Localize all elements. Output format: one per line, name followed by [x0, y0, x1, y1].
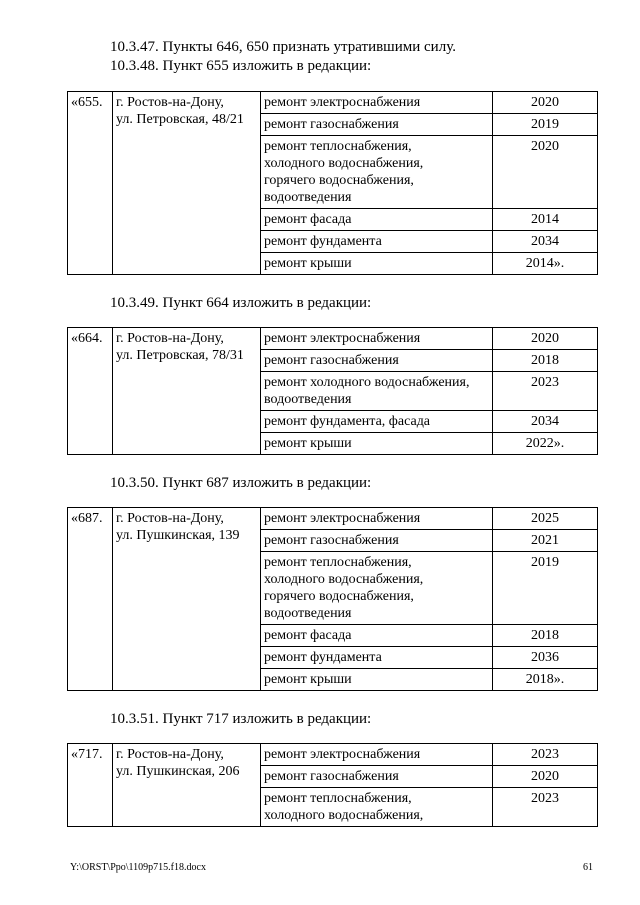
address-city: г. Ростов-на-Дону,	[116, 331, 224, 346]
work-type-text: ремонт фундамента	[264, 650, 382, 665]
address-cell	[113, 508, 261, 691]
year-cell: 2020	[493, 136, 598, 209]
year-cell: 2023	[493, 788, 598, 827]
work-type-text: водоотведения	[264, 392, 352, 407]
work-type-cell	[261, 231, 493, 253]
work-type-text: ремонт газоснабжения	[264, 533, 399, 548]
address-street: ул. Петровская, 48/21	[116, 112, 244, 127]
work-type-cell	[261, 766, 493, 788]
table-row	[68, 92, 598, 114]
work-type-cell	[261, 209, 493, 231]
work-type-cell	[261, 530, 493, 552]
address-street: ул. Пушкинская, 139	[116, 528, 240, 543]
work-type-cell	[261, 411, 493, 433]
work-type-text: холодного водоснабжения,	[264, 156, 424, 171]
work-type-text: ремонт крыши	[264, 436, 352, 451]
item-number: «687.	[68, 508, 113, 691]
work-type-text: холодного водоснабжения,	[264, 808, 424, 823]
year-cell: 2036	[493, 647, 598, 669]
year-cell: 2021	[493, 530, 598, 552]
year-cell: 2034	[493, 231, 598, 253]
address-street: ул. Петровская, 78/31	[116, 348, 244, 363]
address-cell	[113, 92, 261, 275]
work-type-text: ремонт газоснабжения	[264, 353, 399, 368]
work-type-text: ремонт фундамента	[264, 234, 382, 249]
year-cell: 2025	[493, 508, 598, 530]
item-number: «717.	[68, 744, 113, 827]
paragraph-10-3-51: 10.3.51. Пункт 717 изложить в редакции:	[110, 711, 372, 727]
work-type-text: ремонт теплоснабжения,	[264, 139, 412, 154]
table-row	[68, 508, 598, 530]
paragraph-10-3-49: 10.3.49. Пункт 664 изложить в редакции:	[110, 295, 372, 311]
work-type-text: ремонт крыши	[264, 256, 352, 271]
table-item-664	[67, 327, 598, 455]
work-type-cell	[261, 744, 493, 766]
work-type-cell	[261, 647, 493, 669]
year-cell: 2014».	[493, 253, 598, 275]
address-cell	[113, 744, 261, 827]
address-street: ул. Пушкинская, 206	[116, 764, 240, 779]
work-type-cell	[261, 253, 493, 275]
work-type-cell	[261, 328, 493, 350]
year-cell: 2014	[493, 209, 598, 231]
paragraph-10-3-48: 10.3.48. Пункт 655 изложить в редакции:	[110, 58, 372, 74]
address-cell	[113, 328, 261, 455]
work-type-cell	[261, 552, 493, 625]
table-item-717	[67, 743, 598, 827]
address-city: г. Ростов-на-Дону,	[116, 95, 224, 110]
work-type-text: горячего водоснабжения,	[264, 589, 414, 604]
table-item-655	[67, 91, 598, 275]
table-item-687	[67, 507, 598, 691]
year-cell: 2022».	[493, 433, 598, 455]
year-cell: 2034	[493, 411, 598, 433]
work-type-cell	[261, 114, 493, 136]
year-cell: 2020	[493, 92, 598, 114]
work-type-cell	[261, 625, 493, 647]
work-type-text: ремонт крыши	[264, 672, 352, 687]
work-type-cell	[261, 433, 493, 455]
work-type-text: холодного водоснабжения,	[264, 572, 424, 587]
work-type-cell	[261, 372, 493, 411]
year-cell: 2019	[493, 114, 598, 136]
work-type-text: ремонт электроснабжения	[264, 747, 421, 762]
table-row	[68, 744, 598, 766]
work-type-text: водоотведения	[264, 190, 352, 205]
work-type-cell	[261, 669, 493, 691]
footer-file-path: Y:\ORST\Ppo\1109p715.f18.docx	[70, 862, 206, 873]
year-cell: 2018	[493, 625, 598, 647]
year-cell: 2023	[493, 744, 598, 766]
work-type-cell	[261, 350, 493, 372]
work-type-text: ремонт газоснабжения	[264, 769, 399, 784]
work-type-cell	[261, 136, 493, 209]
work-type-text: ремонт электроснабжения	[264, 511, 421, 526]
year-cell: 2020	[493, 328, 598, 350]
work-type-cell	[261, 92, 493, 114]
work-type-text: ремонт теплоснабжения,	[264, 791, 412, 806]
work-type-text: ремонт газоснабжения	[264, 117, 399, 132]
work-type-text: ремонт фасада	[264, 628, 352, 643]
year-cell: 2020	[493, 766, 598, 788]
paragraph-10-3-47: 10.3.47. Пункты 646, 650 признать утратившими силу.	[110, 39, 456, 55]
address-city: г. Ростов-на-Дону,	[116, 511, 224, 526]
footer-page-number: 61	[583, 862, 593, 873]
work-type-text: водоотведения	[264, 606, 352, 621]
work-type-text: ремонт холодного водоснабжения,	[264, 375, 470, 390]
work-type-text: ремонт электроснабжения	[264, 95, 421, 110]
work-type-text: ремонт фасада	[264, 212, 352, 227]
year-cell: 2018	[493, 350, 598, 372]
work-type-text: ремонт электроснабжения	[264, 331, 421, 346]
address-city: г. Ростов-на-Дону,	[116, 747, 224, 762]
paragraph-10-3-50: 10.3.50. Пункт 687 изложить в редакции:	[110, 475, 372, 491]
item-number: «655.	[68, 92, 113, 275]
work-type-text: ремонт теплоснабжения,	[264, 555, 412, 570]
work-type-text: горячего водоснабжения,	[264, 173, 414, 188]
work-type-text: ремонт фундамента, фасада	[264, 414, 431, 429]
year-cell: 2023	[493, 372, 598, 411]
work-type-cell	[261, 508, 493, 530]
year-cell: 2019	[493, 552, 598, 625]
work-type-cell	[261, 788, 493, 827]
year-cell: 2018».	[493, 669, 598, 691]
table-row	[68, 328, 598, 350]
item-number: «664.	[68, 328, 113, 455]
